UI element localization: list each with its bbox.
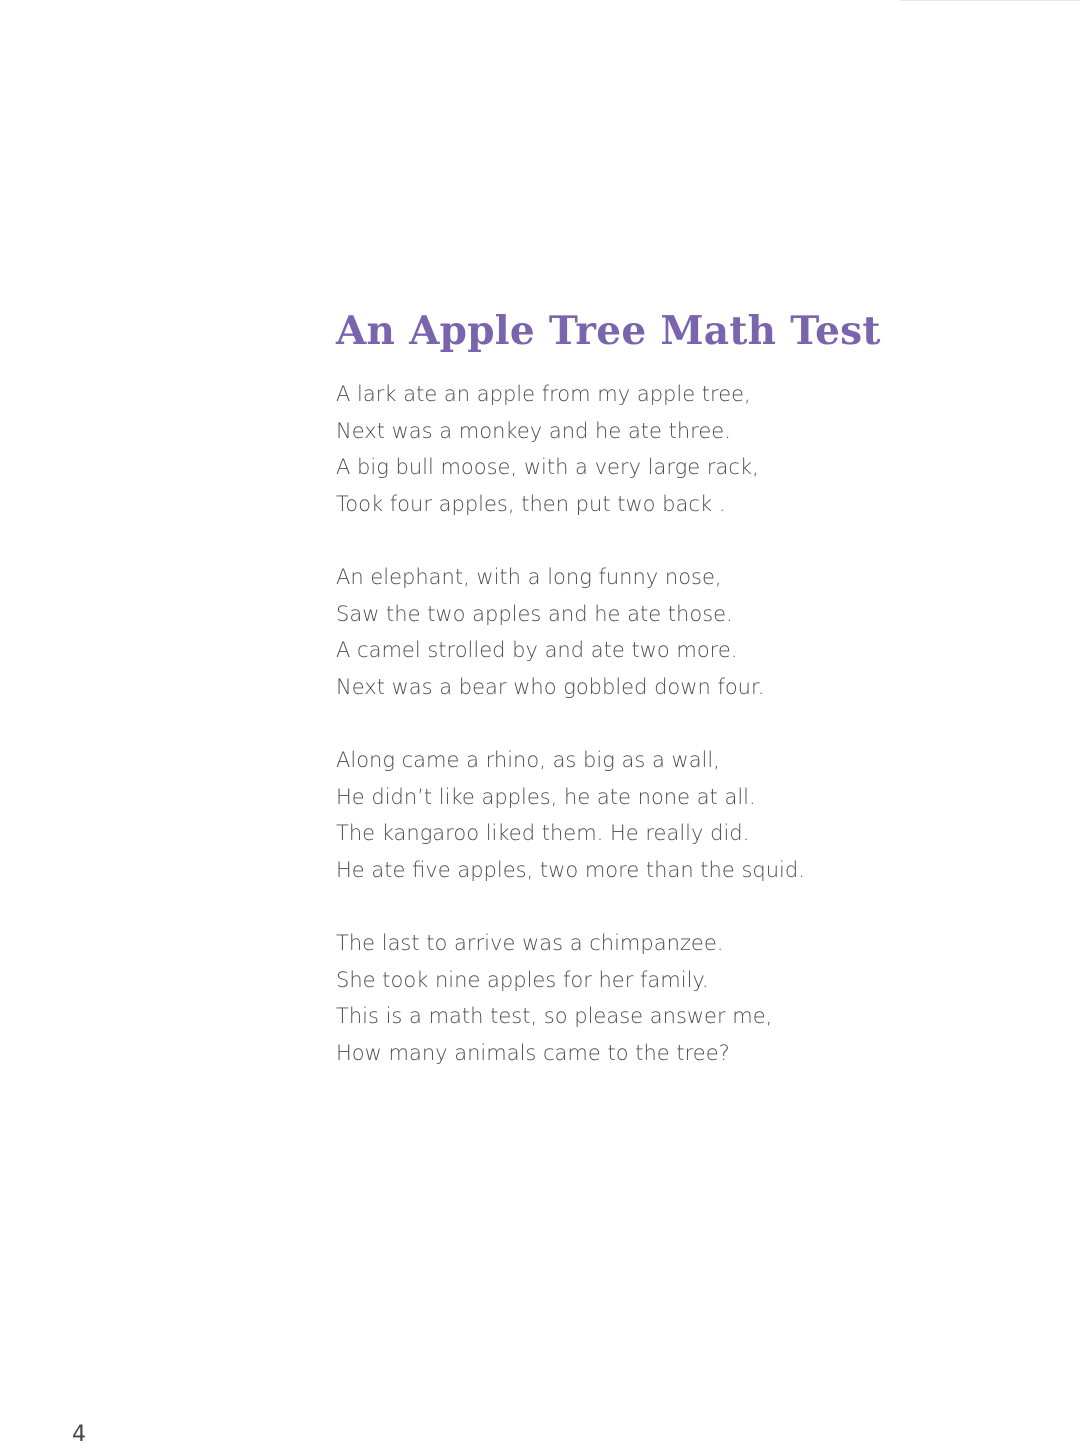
poem-line: Took four apples, then put two back . (336, 491, 726, 516)
stanza-1 (336, 376, 856, 522)
poem-line: An elephant, with a long funny nose, (336, 565, 722, 589)
poem-line: A lark ate an apple from my apple tree, (336, 382, 751, 406)
poem-line: He ate five apples, two more than the squid. (336, 857, 805, 882)
scan-edge-line (900, 0, 1080, 1)
stanza-3 (336, 742, 856, 888)
poem-title: An Apple Tree Math Test (336, 308, 881, 354)
poem-line: This is a math test, so please answer me, (336, 1004, 773, 1028)
poem-line: Next was a bear who gobbled down four. (336, 674, 765, 699)
poem-line: A big bull moose, with a very large rack, (336, 455, 759, 479)
poem-line: Next was a monkey and he ate three. (336, 418, 731, 443)
poem-line: Saw the two apples and he ate those. (336, 601, 733, 626)
poem-line: The kangaroo liked them. He really did. (336, 821, 750, 845)
stanza-4 (336, 925, 856, 1071)
page-number: 4 (72, 1422, 86, 1447)
poem-line: Along came a rhino, as big as a wall, (336, 748, 720, 772)
poem-line: He didn’t like apples, he ate none at all. (336, 784, 756, 809)
stanza-2 (336, 559, 856, 705)
poem-line: She took nine apples for her family. (336, 967, 709, 992)
poem (336, 308, 881, 1108)
poem-line: A camel strolled by and ate two more. (336, 638, 738, 662)
poem-line: The last to arrive was a chimpanzee. (336, 931, 724, 955)
poem-line: How many animals came to the tree? (336, 1040, 730, 1065)
